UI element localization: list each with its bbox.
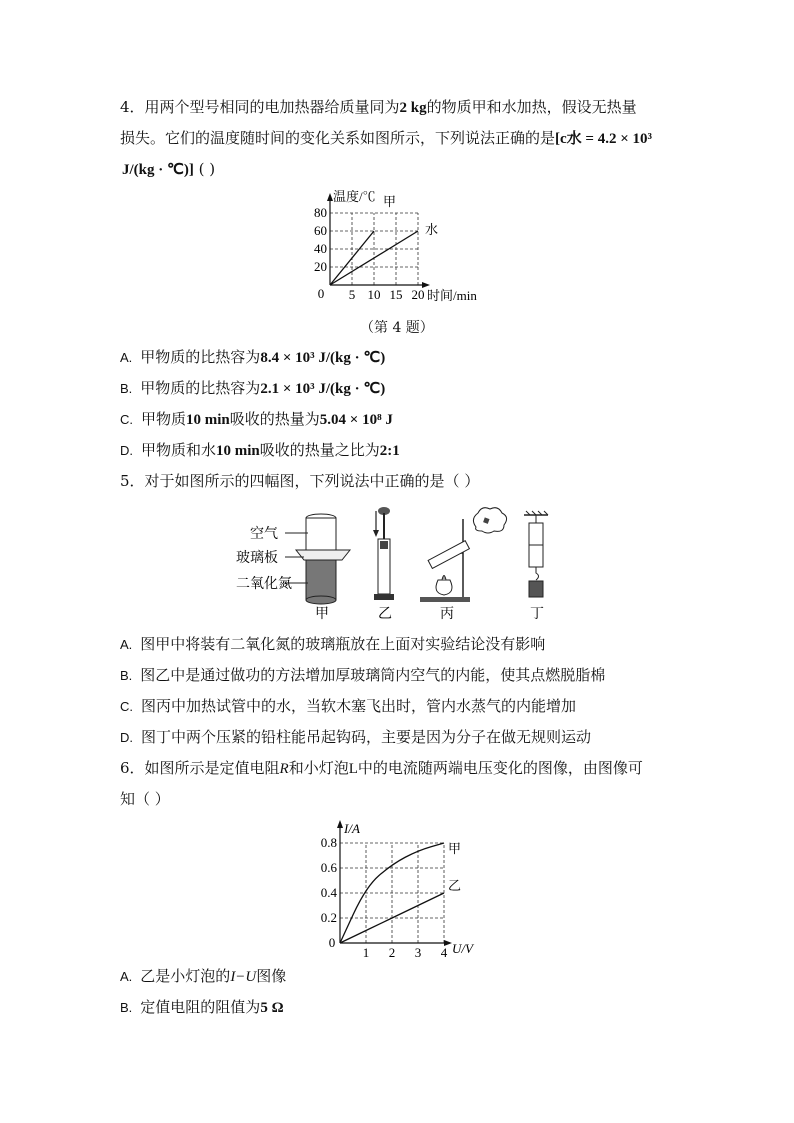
q6-option-a[interactable] bbox=[120, 966, 286, 987]
q6-option-a-text-a: 乙是小灯泡的 bbox=[140, 967, 231, 985]
q4-option-c-text-b: 吸收的热量为 bbox=[229, 410, 320, 428]
q4-x-label: 时间/min bbox=[427, 288, 477, 303]
x-tick-label: 2 bbox=[388, 945, 396, 960]
q6-origin-label: 0 bbox=[328, 935, 336, 950]
q4-stem-line3 bbox=[122, 159, 215, 180]
q4-mass: 2 kg bbox=[399, 100, 427, 116]
q4-option-d-label: D. bbox=[120, 443, 133, 458]
q4-y-label: 温度/℃ bbox=[333, 190, 376, 204]
q4-option-b[interactable] bbox=[120, 378, 385, 399]
q4-origin-label: 0 bbox=[317, 286, 325, 301]
x-tick-label: 1 bbox=[362, 945, 370, 960]
q5-option-d[interactable] bbox=[120, 727, 591, 748]
q4-series-label-jia: 甲 bbox=[383, 194, 397, 209]
q4-option-d[interactable] bbox=[120, 440, 400, 461]
y-tick-label: 0.2 bbox=[320, 910, 337, 925]
q4-option-c[interactable] bbox=[120, 409, 393, 430]
label-no2: 二氧化氮 bbox=[236, 577, 292, 592]
q5-option-d-label: D. bbox=[120, 730, 133, 745]
q6-option-b-text: 定值电阻的阻值为 bbox=[140, 998, 261, 1016]
q4-stem-line1 bbox=[120, 97, 637, 118]
q5-option-b[interactable] bbox=[120, 665, 605, 686]
q4-grid bbox=[330, 213, 418, 285]
q6-stem-line2: 知（ ） bbox=[120, 790, 170, 808]
x-tick-label: 20 bbox=[411, 287, 425, 302]
x-tick-label: 4 bbox=[440, 945, 448, 960]
label-air: 空气 bbox=[250, 527, 278, 542]
q4-option-d-text-a: 甲物质和水 bbox=[141, 441, 217, 459]
q4-option-b-text: 甲物质的比热容为 bbox=[140, 379, 261, 397]
air-jar bbox=[306, 518, 336, 550]
q5-option-b-text: 图乙中是通过做功的方法增加厚玻璃筒内空气的内能，使其点燃脱脂棉 bbox=[140, 666, 606, 684]
q4-paren: ( ) bbox=[198, 160, 216, 178]
q4-chart bbox=[290, 190, 505, 310]
x-tick-label: 3 bbox=[414, 945, 422, 960]
q6-option-b-label: B. bbox=[120, 1000, 133, 1015]
y-tick-label: 60 bbox=[314, 223, 327, 238]
q5-option-c-label: C. bbox=[120, 699, 133, 714]
q6-option-b-value: 5 Ω bbox=[260, 1000, 284, 1016]
q6-x-label: U/V bbox=[452, 941, 473, 956]
q4-option-c-value: 5.04 × 10⁸ J bbox=[319, 412, 393, 428]
q4-c-water: [c水 = 4.2 × 10³ bbox=[555, 131, 653, 147]
q4-caption: （第 4 题） bbox=[360, 320, 434, 336]
q6-r-symbol: R bbox=[279, 761, 289, 777]
q6-stem-b: 和小灯泡 bbox=[288, 759, 349, 777]
q6-option-b[interactable] bbox=[120, 997, 284, 1018]
label-glass: 玻璃板 bbox=[236, 551, 278, 566]
q5-option-b-label: B. bbox=[120, 668, 133, 683]
y-tick-label: 40 bbox=[314, 241, 327, 256]
q6-series-label-yi: 乙 bbox=[448, 878, 462, 893]
hook-weight bbox=[529, 581, 543, 597]
q4-series-label-water: 水 bbox=[425, 222, 439, 237]
q4-option-a-label: A. bbox=[120, 350, 133, 365]
q5-option-c-text: 图丙中加热试管中的水，当软木塞飞出时，管内水蒸气的内能增加 bbox=[141, 697, 577, 715]
q6-stem-a: 6．如图所示是定值电阻 bbox=[120, 759, 280, 777]
label-jia: 甲 bbox=[315, 607, 329, 622]
q4-c-unit: J/(kg · ℃)] bbox=[122, 162, 194, 178]
q4-option-d-time: 10 min bbox=[216, 443, 260, 459]
q6-grid bbox=[340, 843, 444, 943]
q6-stem-line1 bbox=[120, 758, 643, 779]
no2-jar bbox=[306, 560, 336, 600]
q5-option-d-text: 图丁中两个压紧的铅柱能吊起钩码，主要是因为分子在做无规则运动 bbox=[141, 728, 592, 746]
q6-y-arrow bbox=[337, 820, 343, 828]
y-tick-label: 0.6 bbox=[320, 860, 337, 875]
q4-stem-b: 的物质甲和水加热，假设无热量 bbox=[426, 98, 637, 116]
y-tick-label: 20 bbox=[314, 259, 327, 274]
q6-option-a-label: A. bbox=[120, 969, 133, 984]
q4-option-c-label: C. bbox=[120, 412, 133, 427]
q6-y-label: I/A bbox=[344, 821, 360, 836]
label-bing: 丙 bbox=[440, 607, 454, 622]
figure-jia bbox=[236, 514, 350, 622]
q5-figure bbox=[228, 505, 568, 625]
steam-cloud bbox=[473, 508, 506, 533]
y-tick-label: 0.4 bbox=[320, 885, 337, 900]
q4-option-d-text-b: 吸收的热量之比为 bbox=[259, 441, 380, 459]
q5-option-a-text: 图甲中将装有二氧化氮的玻璃瓶放在上面对实验结论没有影响 bbox=[140, 635, 546, 653]
q5-option-a[interactable] bbox=[120, 634, 545, 655]
y-tick-label: 80 bbox=[314, 205, 327, 220]
lead-cylinder-top bbox=[529, 523, 543, 545]
q6-option-a-text-b: 图像 bbox=[256, 967, 287, 985]
q4-stem-a: 4．用两个型号相同的电加热器给质量同为 bbox=[120, 98, 400, 116]
q4-option-c-time: 10 min bbox=[186, 412, 230, 428]
lead-cylinder-bottom bbox=[529, 545, 543, 567]
figure-yi bbox=[373, 507, 394, 622]
figure-ding bbox=[524, 511, 548, 622]
x-tick-label: 5 bbox=[348, 287, 356, 302]
glass-plate bbox=[296, 550, 350, 560]
q6-option-a-math: I−U bbox=[230, 969, 257, 985]
label-yi: 乙 bbox=[378, 607, 392, 622]
q4-option-b-value: 2.1 × 10³ J/(kg · ℃) bbox=[260, 381, 386, 397]
label-ding: 丁 bbox=[530, 607, 544, 622]
q6-stem-c: 中的电流随两端电压变化的图像，由图像可 bbox=[357, 759, 643, 777]
q6-chart bbox=[312, 815, 487, 960]
q6-series-label-jia: 甲 bbox=[448, 841, 462, 856]
figure-bing bbox=[420, 508, 507, 622]
q6-l-symbol: L bbox=[348, 761, 358, 777]
q4-option-c-text-a: 甲物质 bbox=[141, 410, 187, 428]
q4-option-a-value: 8.4 × 10³ J/(kg · ℃) bbox=[260, 350, 386, 366]
q4-option-b-label: B. bbox=[120, 381, 133, 396]
q4-stem-line2a: 损失。它们的温度随时间的变化关系如图所示，下列说法正确的是 bbox=[120, 129, 556, 147]
y-tick-label: 0.8 bbox=[320, 835, 337, 850]
q4-option-d-value: 2:1 bbox=[379, 443, 400, 459]
q4-option-a[interactable] bbox=[120, 347, 385, 368]
q5-stem: 5．对于如图所示的四幅图，下列说法中正确的是（ ） bbox=[120, 472, 480, 490]
q5-option-a-label: A. bbox=[120, 637, 133, 652]
q4-stem-line2 bbox=[120, 128, 652, 149]
q4-option-a-text: 甲物质的比热容为 bbox=[140, 348, 261, 366]
x-tick-label: 15 bbox=[389, 287, 403, 302]
q5-option-c[interactable] bbox=[120, 696, 576, 717]
x-tick-label: 10 bbox=[367, 287, 381, 302]
